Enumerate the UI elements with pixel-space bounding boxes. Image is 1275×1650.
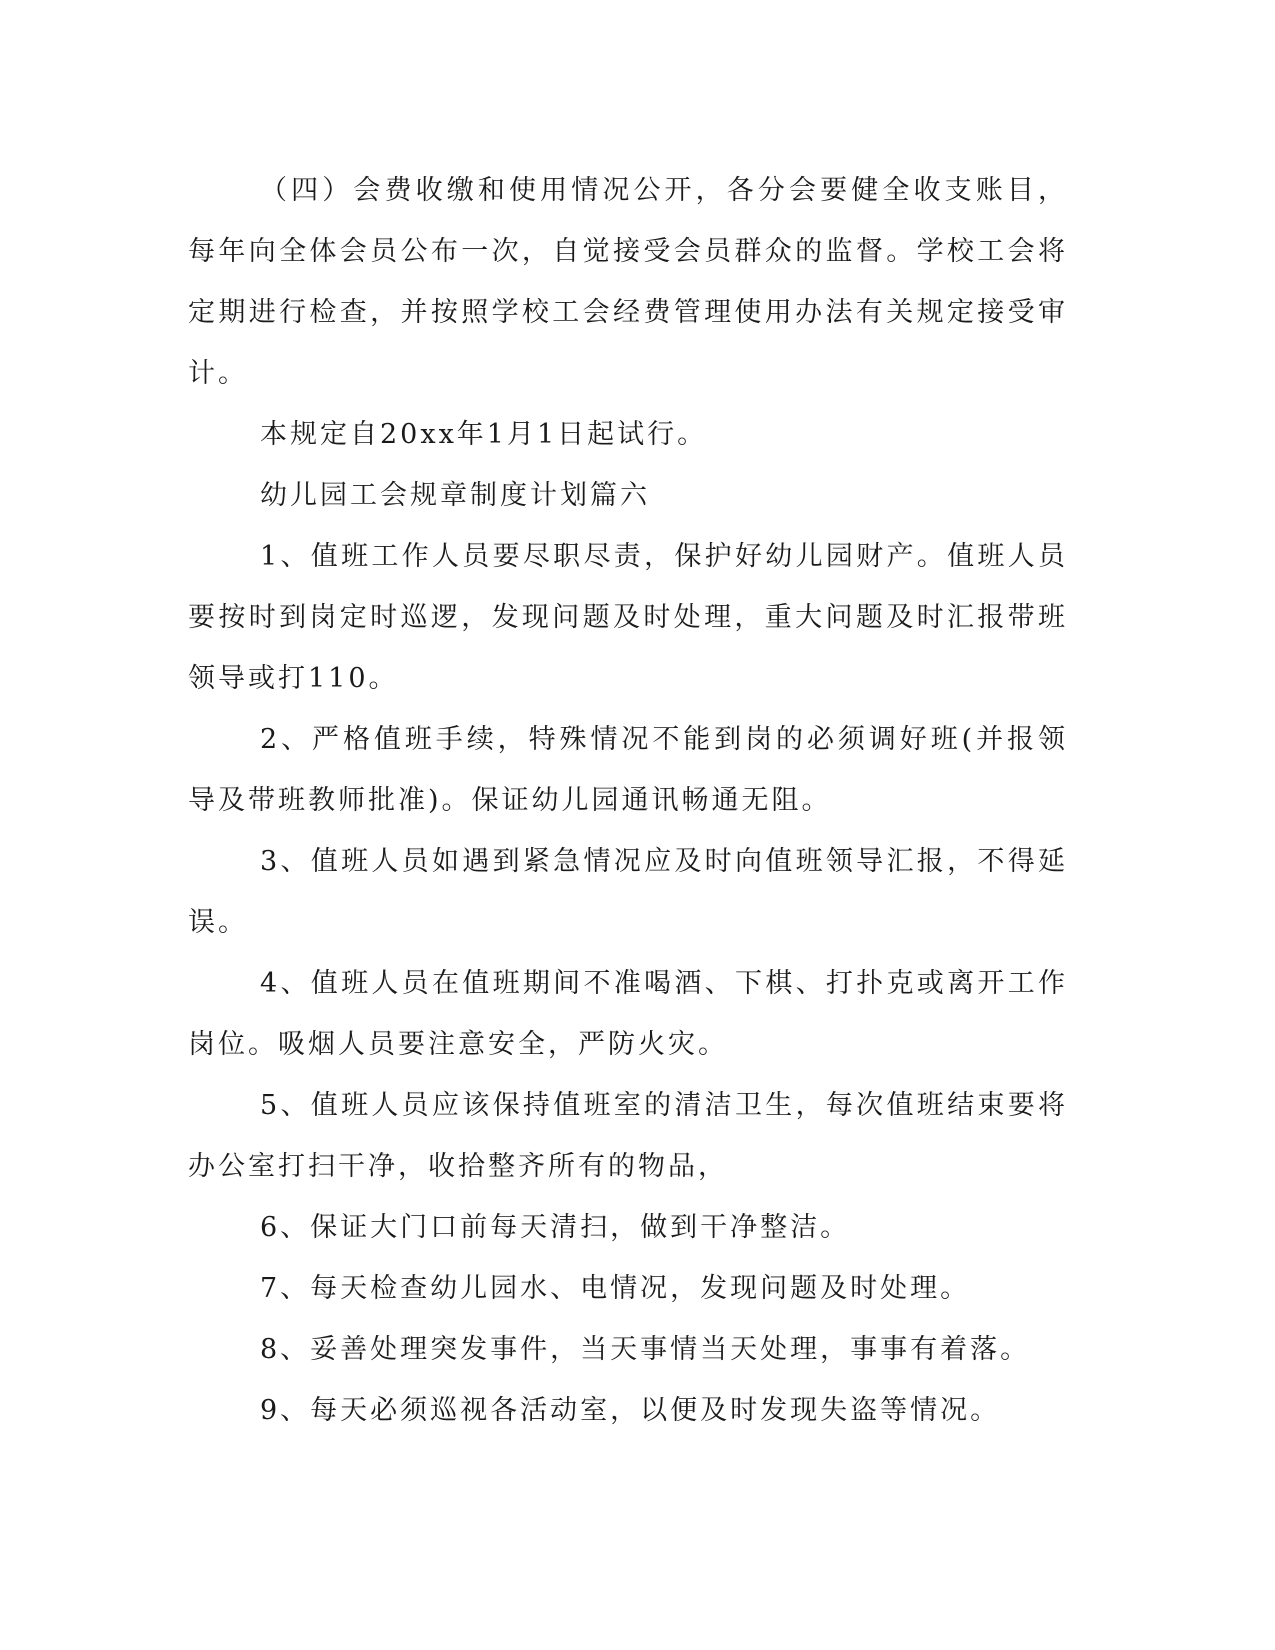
section-heading: 幼儿园工会规章制度计划篇六 xyxy=(260,480,650,511)
rule-item-6: 6、保证大门口前每天清扫，做到干净整洁。 xyxy=(260,1212,851,1243)
rule-item-7: 7、每天检查幼儿园水、电情况，发现问题及时处理。 xyxy=(260,1273,971,1304)
rule-item-2: 2、严格值班手续，特殊情况不能到岗的必须调好班(并报领导及带班教师批准)。保证幼儿园通讯畅通无阻。 xyxy=(188,724,1068,816)
paragraph-union-fees: （四）会费收缴和使用情况公开，各分会要健全收支账目，每年向全体会员公布一次，自觉接受会员群众的监督。学校工会将定期进行检查，并按照学校工会经费管理使用办法有关规定接受审计。 xyxy=(188,175,1068,389)
rule-item-5: 5、值班人员应该保持值班室的清洁卫生，每次值班结束要将办公室打扫干净，收拾整齐所有的物品， xyxy=(188,1090,1068,1182)
document-body xyxy=(188,160,1068,1441)
rule-item-3: 3、值班人员如遇到紧急情况应及时向值班领导汇报，不得延误。 xyxy=(188,846,1068,938)
rule-item-4: 4、值班人员在值班期间不准喝酒、下棋、打扑克或离开工作岗位。吸烟人员要注意安全，严防火灾。 xyxy=(188,968,1068,1060)
paragraph-effective-date: 本规定自20xx年1月1日起试行。 xyxy=(260,419,708,450)
rule-item-9: 9、每天必须巡视各活动室，以便及时发现失盗等情况。 xyxy=(260,1395,1001,1426)
rule-item-8: 8、妥善处理突发事件，当天事情当天处理，事事有着落。 xyxy=(260,1334,1031,1365)
rule-item-1: 1、值班工作人员要尽职尽责，保护好幼儿园财产。值班人员要按时到岗定时巡逻，发现问题及时处理，重大问题及时汇报带班领导或打110。 xyxy=(188,541,1068,694)
